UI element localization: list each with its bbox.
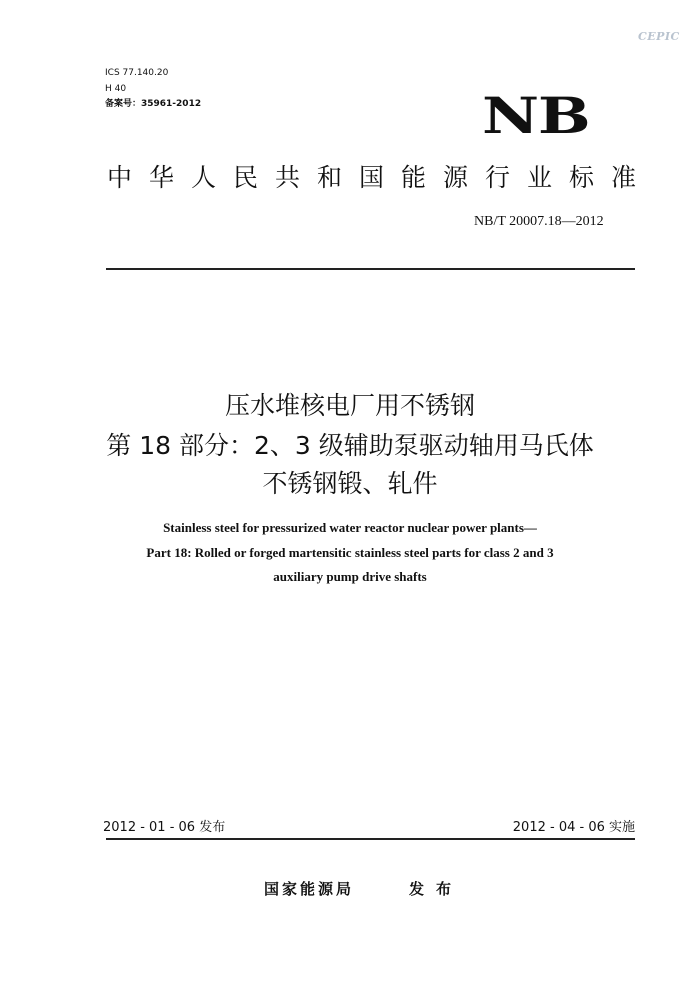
title-en-line-2: Part 18: Rolled or forged martensitic stainless steel parts for class 2 and 3 (146, 545, 554, 560)
publisher-name: 国家能源局 (264, 880, 355, 898)
title-en-line-3: auxiliary pump drive shafts (273, 569, 427, 584)
implementation-date: 2012 - 04 - 06 实施 (512, 820, 635, 835)
category-code: H 40 (105, 84, 127, 94)
issue-date: 2012 - 01 - 06 发布 (103, 820, 226, 835)
nb-logo: NB (482, 86, 590, 145)
publish-label: 发布 (409, 880, 464, 898)
title-cn-line-1: 压水堆核电厂用不锈钢 (224, 391, 475, 420)
record-number: 备案号：35961-2012 (105, 99, 202, 109)
title-cn-line-3: 不锈钢锻、轧件 (262, 469, 438, 498)
title-cn-line-2: 第 18 部分：2、3 级辅助泵驱动轴用马氏体 (106, 431, 594, 460)
bottom-divider (106, 838, 635, 840)
ics-code: ICS 77.140.20 (105, 68, 169, 78)
top-divider (106, 268, 635, 270)
cepic-watermark: CEPIC (638, 30, 680, 43)
title-en-line-1: Stainless steel for pressurized water reactor nuclear power plants— (163, 520, 537, 535)
standard-code: NB/T 20007.18—2012 (474, 214, 604, 229)
standard-category-title: 中华人民共和国能源行业标准 (107, 163, 654, 192)
